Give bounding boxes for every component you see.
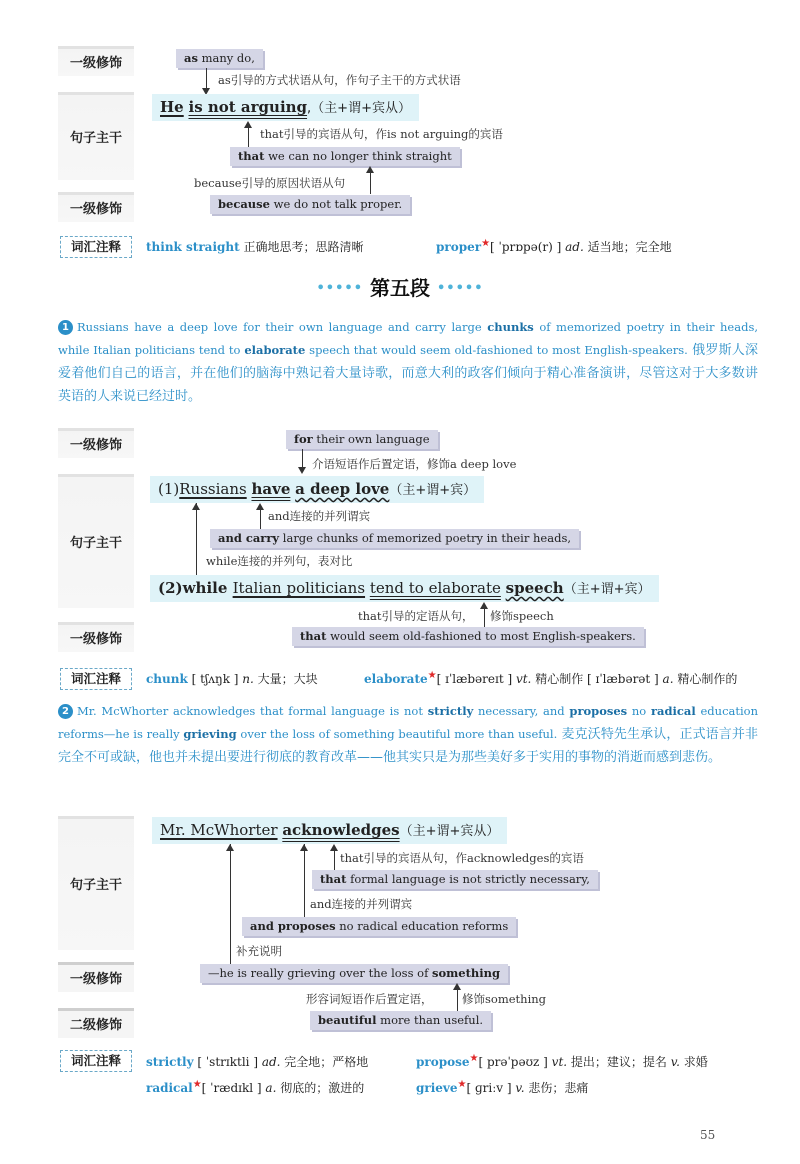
for-annotation: 介语短语作后置定语，修饰a deep love xyxy=(312,457,517,471)
sentence-main-label: 句子主干 xyxy=(58,474,134,608)
and-annotation: and连接的并列谓宾 xyxy=(268,509,371,523)
level1-modifier-label: 一级修饰 xyxy=(58,192,134,222)
adj-annotation-target: 修饰something xyxy=(462,992,547,1006)
vocab-entry: radical★[ ˈrædɪkl ] a. 彻底的；激进的 xyxy=(146,1079,365,1095)
vocab-entry: strictly [ ˈstrɪktli ] ad. 完全地；严格地 xyxy=(146,1055,369,1069)
that-clause-box: that we can no longer think straight xyxy=(230,147,460,166)
vocab-entry: proper★[ ˈprɒpə(r) ] ad. 适当地；完全地 xyxy=(436,238,672,254)
connector-line xyxy=(260,509,261,529)
connector-line xyxy=(484,608,485,628)
vocab-entry: grieve★[ ɡriːv ] v. 悲伤；悲痛 xyxy=(416,1079,589,1095)
level1-modifier-label: 一级修饰 xyxy=(58,46,134,76)
vocab-tag: 词汇注释 xyxy=(60,1050,132,1072)
that-clause-box: that would seem old-fashioned to most English-speakers. xyxy=(292,627,644,646)
connector-line xyxy=(457,989,458,1011)
beautiful-box: beautiful more than useful. xyxy=(310,1011,491,1030)
that-clause-box: that formal language is not strictly necessary, xyxy=(312,870,598,889)
arrow-down xyxy=(298,467,306,474)
adj-annotation: 形容词短语作后置定语， xyxy=(306,992,433,1006)
that-annotation: that引导的定语从句， xyxy=(358,609,474,623)
vocab-entry: think straight 正确地思考；思路清晰 xyxy=(146,240,364,254)
that-annotation: that引导的宾语从句，作is not arguing的宾语 xyxy=(260,127,503,141)
level1-modifier-label: 一级修饰 xyxy=(58,428,134,458)
as-annotation: as引导的方式状语从句，作句子主干的方式状语 xyxy=(218,73,461,87)
page-number: 55 xyxy=(700,1128,716,1142)
because-clause-box: because we do not talk proper. xyxy=(210,195,410,214)
and-proposes-box: and proposes no radical education reforms xyxy=(242,917,516,936)
connector-line xyxy=(206,68,207,86)
connector-line xyxy=(230,844,231,964)
sentence-main-label: 句子主干 xyxy=(58,816,134,950)
main-clause-1-box: (1)Russians have a deep love（主+谓+宾） xyxy=(150,476,484,503)
connector-line xyxy=(196,503,197,575)
because-annotation: because引导的原因状语从句 xyxy=(194,176,346,190)
vocab-entry: propose★[ prəˈpəʊz ] vt. 提出；建议；提名 v. 求婚 xyxy=(416,1053,708,1069)
level1-modifier-label: 一级修饰 xyxy=(58,622,134,652)
vocab-tag: 词汇注释 xyxy=(60,668,132,690)
while-annotation: while连接的并列句，表对比 xyxy=(206,554,353,568)
vocab-tag: 词汇注释 xyxy=(60,236,132,258)
and-annotation: and连接的并列谓宾 xyxy=(310,897,413,911)
connector-line xyxy=(370,172,371,194)
paragraph-2: 2 Mr. McWhorter acknowledges that formal language is not strictly necessary, and proposes no radical education reforms—he is really grieving over the loss of something beautiful more than useful. 麦克沃特先生承认，正式语言并非完全不可或缺，他也并未提出要进行彻底的教育改革——他其实只是为那些美好多于实用的事物的消逝而感到悲伤。 xyxy=(58,704,759,765)
that-annotation-target: 修饰speech xyxy=(490,609,554,623)
vocab-entry: chunk [ tʃʌŋk ] n. 大量；大块 xyxy=(146,672,318,686)
and-carry-box: and carry large chunks of memorized poetry in their heads, xyxy=(210,529,579,548)
level2-modifier-label: 二级修饰 xyxy=(58,1008,134,1038)
level1-modifier-label: 一级修饰 xyxy=(58,962,134,992)
arrow-up xyxy=(300,844,308,851)
arrow-up xyxy=(226,844,234,851)
vocab-entry: elaborate★[ ɪˈlæbəreɪt ] vt. 精心制作 [ ɪˈlæbərət ] a. 精心制作的 xyxy=(364,670,738,686)
connector-line xyxy=(302,449,303,467)
for-phrase-box: for their own language xyxy=(286,430,438,449)
connector-line xyxy=(304,844,305,917)
main-clause-box: He is not arguing,（主+谓+宾从） xyxy=(152,94,419,121)
connector-line xyxy=(248,127,249,147)
arrow-up xyxy=(192,503,200,510)
that-annotation: that引导的宾语从句，作acknowledges的宾语 xyxy=(340,851,584,865)
main-clause-2-box: (2)while Italian politicians tend to elaborate speech（主+谓+宾） xyxy=(150,575,659,602)
as-clause-box: as many do, xyxy=(176,49,263,68)
connector-line xyxy=(334,850,335,870)
section-title: ••••• 第五段 ••••• xyxy=(316,276,484,300)
supplement-annotation: 补充说明 xyxy=(236,944,282,958)
sentence-main-label: 句子主干 xyxy=(58,92,134,180)
main-clause-box: Mr. McWhorter acknowledges（主+谓+宾从） xyxy=(152,817,507,844)
he-clause-box: —he is really grieving over the loss of something xyxy=(200,964,508,983)
paragraph-1: 1 Russians have a deep love for their own language and carry large chunks of memorized poetry in their heads, while Italian politicians tend to elaborate speech that would seem old-fashioned to most English-speakers. 俄罗斯人深爱着他们自己的语言，并在他们的脑海中熟记着大量诗歌，而意大利的政客们倾向于精心准备演讲，尽管这对于大多数讲英语的人来说已经过时。 xyxy=(58,320,758,404)
